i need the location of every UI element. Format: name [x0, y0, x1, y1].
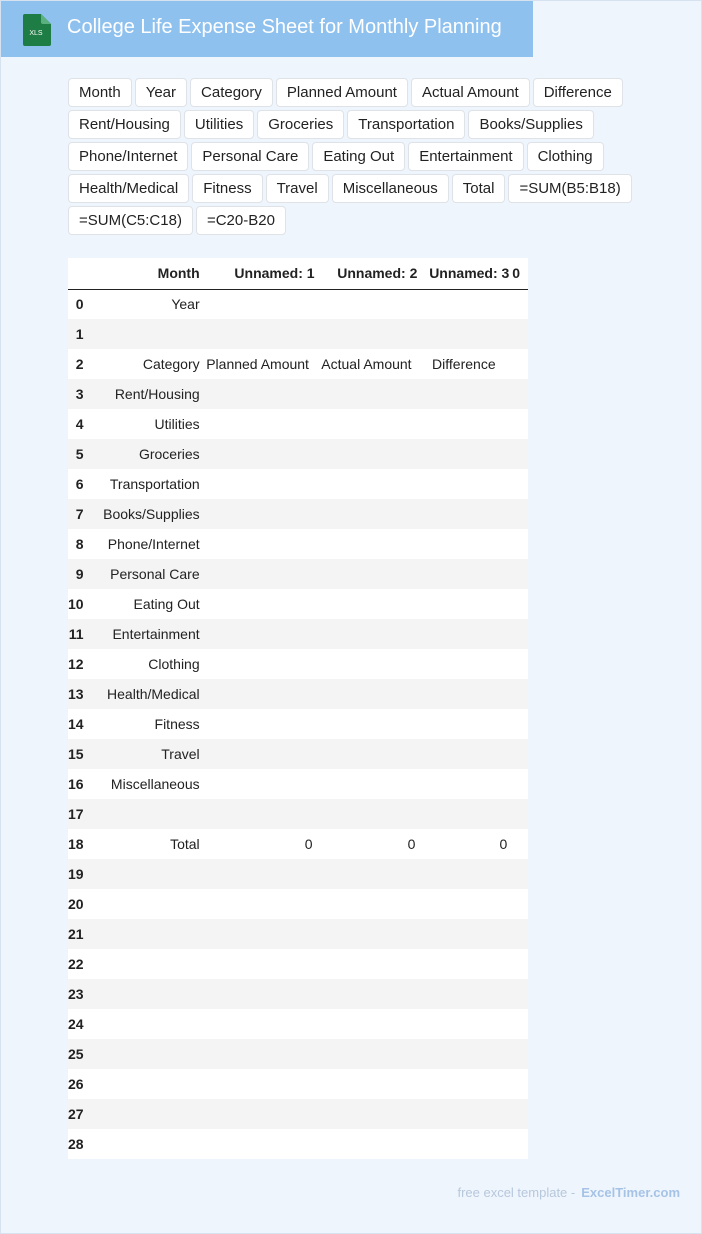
- index-header: [68, 258, 88, 289]
- cell-unnamed-3: [418, 289, 510, 319]
- cell-unnamed-2: Actual Amount: [321, 356, 412, 372]
- row-index-label: 7: [75, 506, 84, 522]
- cell-unnamed-1: 0: [304, 836, 313, 852]
- column-tag[interactable]: Clothing: [527, 142, 604, 171]
- cell-month: Miscellaneous: [110, 776, 200, 792]
- cell-0: [510, 379, 528, 409]
- row-index: [68, 379, 88, 409]
- row-index-label: 5: [75, 446, 84, 462]
- cell-unnamed-1: [201, 799, 316, 829]
- cell-unnamed-2: [316, 439, 419, 469]
- row-index: [68, 1129, 88, 1159]
- cell-unnamed-1: [201, 1009, 316, 1039]
- column-tag[interactable]: Utilities: [184, 110, 254, 139]
- cell-0: [510, 799, 528, 829]
- cell-0: [510, 829, 528, 859]
- cell-unnamed-2: [316, 289, 419, 319]
- cell-unnamed-3: [418, 919, 510, 949]
- cell-unnamed-3: [418, 709, 510, 739]
- table-row: [68, 769, 528, 799]
- cell-unnamed-3: [418, 889, 510, 919]
- cell-unnamed-3: [418, 499, 510, 529]
- row-index: [68, 499, 88, 529]
- cell-unnamed-1: [201, 499, 316, 529]
- cell-0: [510, 769, 528, 799]
- row-index: [68, 1009, 88, 1039]
- column-tag[interactable]: Planned Amount: [276, 78, 408, 107]
- cell-unnamed-1: [201, 769, 316, 799]
- row-index: [68, 559, 88, 589]
- cell-unnamed-2: [316, 499, 419, 529]
- cell-unnamed-2: [316, 949, 419, 979]
- cell-0: [510, 1099, 528, 1129]
- column-tag[interactable]: Miscellaneous: [332, 174, 449, 203]
- cell-month: Health/Medical: [107, 686, 200, 702]
- cell-0: [510, 439, 528, 469]
- row-index: [68, 349, 88, 379]
- row-index: [68, 409, 88, 439]
- data-table: [68, 258, 528, 1159]
- cell-unnamed-2: [316, 1069, 419, 1099]
- table-row: [68, 319, 528, 349]
- table-row: [68, 919, 528, 949]
- row-index: [68, 919, 88, 949]
- cell-month: Phone/Internet: [107, 536, 200, 552]
- table-row: [68, 799, 528, 829]
- row-index-label: 2: [75, 356, 84, 372]
- column-tag[interactable]: =C20-B20: [196, 206, 286, 235]
- cell-0: [510, 1039, 528, 1069]
- table-row: [68, 1129, 528, 1159]
- cell-unnamed-3: [418, 799, 510, 829]
- table-row: [68, 979, 528, 1009]
- column-tag[interactable]: Fitness: [192, 174, 262, 203]
- table-row: [68, 589, 528, 619]
- cell-0: [510, 589, 528, 619]
- row-index: [68, 829, 88, 859]
- cell-month: Eating Out: [133, 596, 200, 612]
- cell-unnamed-3: Difference: [432, 356, 496, 372]
- column-tag[interactable]: Health/Medical: [68, 174, 189, 203]
- cell-month: [88, 919, 201, 949]
- cell-unnamed-1: [201, 589, 316, 619]
- row-index: [68, 1099, 88, 1129]
- footer-prefix: free excel template -: [457, 1185, 576, 1200]
- cell-unnamed-2: 0: [407, 836, 416, 852]
- cell-0: [510, 679, 528, 709]
- column-header-unnamed-3: Unnamed: 3: [418, 258, 510, 289]
- row-index-label: 6: [75, 476, 84, 492]
- footer-brand-link[interactable]: ExcelTimer.com: [581, 1185, 680, 1200]
- cell-0: [510, 739, 528, 769]
- cell-unnamed-1: [201, 919, 316, 949]
- row-index-label: 12: [68, 656, 84, 672]
- cell-0: [510, 709, 528, 739]
- row-index-label: 11: [68, 626, 84, 642]
- cell-unnamed-2: [316, 739, 419, 769]
- cell-unnamed-1: [201, 379, 316, 409]
- cell-unnamed-3: [418, 589, 510, 619]
- row-index-label: 23: [68, 986, 84, 1002]
- table-row: [68, 469, 528, 499]
- row-index: [68, 439, 88, 469]
- row-index: [68, 1039, 88, 1069]
- cell-unnamed-3: [418, 739, 510, 769]
- xls-badge-text: XLS: [29, 30, 43, 37]
- row-index-label: 22: [68, 956, 84, 972]
- cell-unnamed-1: [201, 1129, 316, 1159]
- row-index: [68, 739, 88, 769]
- cell-unnamed-1: [201, 619, 316, 649]
- cell-month: Utilities: [154, 416, 200, 432]
- cell-0: [510, 619, 528, 649]
- cell-unnamed-3: [418, 619, 510, 649]
- data-table-container: [68, 258, 528, 1159]
- row-index: [68, 769, 88, 799]
- cell-unnamed-3: [418, 529, 510, 559]
- row-index: [68, 859, 88, 889]
- cell-0: [510, 409, 528, 439]
- cell-unnamed-1: [201, 649, 316, 679]
- row-index: [68, 709, 88, 739]
- cell-unnamed-2: [316, 979, 419, 1009]
- table-row: [68, 859, 528, 889]
- row-index-label: 0: [75, 296, 84, 313]
- cell-month: Groceries: [138, 446, 200, 462]
- column-tag[interactable]: Phone/Internet: [68, 142, 188, 171]
- table-row: [68, 529, 528, 559]
- cell-unnamed-3: [418, 379, 510, 409]
- cell-month: [88, 1129, 201, 1159]
- cell-unnamed-3: [418, 979, 510, 1009]
- cell-unnamed-2: [316, 469, 419, 499]
- column-tag[interactable]: Total: [452, 174, 506, 203]
- table-row: [68, 289, 528, 319]
- cell-unnamed-2: [316, 889, 419, 919]
- cell-unnamed-3: [418, 409, 510, 439]
- excel-file-icon: [21, 14, 51, 46]
- cell-unnamed-1: [201, 469, 316, 499]
- row-index-label: 27: [68, 1106, 84, 1122]
- row-index-label: 10: [68, 596, 84, 612]
- row-index-label: 3: [75, 386, 84, 402]
- cell-unnamed-1: [201, 979, 316, 1009]
- cell-unnamed-3: [418, 319, 510, 349]
- column-header-unnamed-2: Unnamed: 2: [316, 258, 419, 289]
- cell-unnamed-3: [418, 769, 510, 799]
- row-index: [68, 529, 88, 559]
- table-row: [68, 1009, 528, 1039]
- row-index: [68, 319, 88, 349]
- row-index-label: 26: [68, 1076, 84, 1092]
- table-row: [68, 409, 528, 439]
- cell-month: [88, 799, 201, 829]
- cell-unnamed-3: [418, 1069, 510, 1099]
- table-row: [68, 439, 528, 469]
- cell-unnamed-1: [201, 1069, 316, 1099]
- table-row: [68, 349, 528, 379]
- row-index-label: 25: [68, 1046, 84, 1062]
- cell-unnamed-3: [418, 949, 510, 979]
- cell-unnamed-1: [201, 859, 316, 889]
- cell-month: [88, 1099, 201, 1129]
- cell-unnamed-1: [201, 409, 316, 439]
- cell-0: [510, 319, 528, 349]
- row-index-label: 17: [68, 806, 84, 822]
- cell-unnamed-1: [201, 889, 316, 919]
- table-row: [68, 949, 528, 979]
- table-row: [68, 709, 528, 739]
- cell-month: [88, 1039, 201, 1069]
- cell-unnamed-1: [201, 289, 316, 319]
- row-index: [68, 949, 88, 979]
- table-row: [68, 649, 528, 679]
- cell-0: [510, 889, 528, 919]
- cell-0: [510, 559, 528, 589]
- cell-unnamed-2: [316, 619, 419, 649]
- table-row: [68, 739, 528, 769]
- row-index-label: 14: [68, 716, 84, 732]
- cell-month: [88, 859, 201, 889]
- column-tag[interactable]: =SUM(C5:C18): [68, 206, 193, 235]
- row-index: [68, 979, 88, 1009]
- cell-unnamed-2: [316, 409, 419, 439]
- cell-month: [88, 979, 201, 1009]
- cell-unnamed-2: [316, 1039, 419, 1069]
- cell-unnamed-1: [201, 319, 316, 349]
- cell-0: [510, 1009, 528, 1039]
- cell-unnamed-1: [201, 1039, 316, 1069]
- row-index-label: 21: [68, 926, 84, 942]
- row-index: [68, 619, 88, 649]
- cell-unnamed-2: [316, 769, 419, 799]
- column-tag[interactable]: Groceries: [257, 110, 344, 139]
- cell-month: Category: [142, 356, 200, 372]
- cell-month: [88, 949, 201, 979]
- row-index-label: 1: [75, 326, 84, 342]
- cell-unnamed-1: [201, 709, 316, 739]
- cell-unnamed-2: [316, 1129, 419, 1159]
- cell-unnamed-3: [418, 1129, 510, 1159]
- column-tag[interactable]: Eating Out: [312, 142, 405, 171]
- cell-unnamed-2: [316, 379, 419, 409]
- cell-month: Year: [171, 296, 200, 313]
- row-index-label: 16: [68, 776, 84, 792]
- cell-0: [510, 1069, 528, 1099]
- cell-month: Travel: [161, 746, 200, 762]
- cell-month: [88, 889, 201, 919]
- cell-month: [88, 319, 201, 349]
- column-tag[interactable]: Entertainment: [408, 142, 523, 171]
- cell-unnamed-1: Planned Amount: [206, 356, 309, 372]
- cell-unnamed-2: [316, 649, 419, 679]
- cell-month: Books/Supplies: [103, 506, 200, 522]
- table-row: [68, 1039, 528, 1069]
- cell-0: [510, 1129, 528, 1159]
- cell-unnamed-2: [316, 1099, 419, 1129]
- column-tag[interactable]: Rent/Housing: [68, 110, 181, 139]
- row-index-label: 13: [68, 686, 84, 702]
- table-row: [68, 1099, 528, 1129]
- cell-month: Total: [170, 836, 200, 852]
- cell-month: Clothing: [148, 656, 200, 672]
- row-index: [68, 889, 88, 919]
- row-index-label: 8: [75, 536, 84, 552]
- cell-unnamed-2: [316, 679, 419, 709]
- title-bar: [1, 1, 533, 57]
- cell-unnamed-1: [201, 529, 316, 559]
- row-index: [68, 1069, 88, 1099]
- cell-unnamed-2: [316, 799, 419, 829]
- cell-month: [88, 1069, 201, 1099]
- column-tag[interactable]: Year: [135, 78, 187, 107]
- cell-unnamed-3: [418, 439, 510, 469]
- column-tag-list: [68, 78, 648, 235]
- cell-unnamed-1: [201, 559, 316, 589]
- cell-unnamed-3: [418, 649, 510, 679]
- cell-0: [510, 649, 528, 679]
- cell-unnamed-1: [201, 949, 316, 979]
- cell-unnamed-1: [201, 679, 316, 709]
- table-row: [68, 619, 528, 649]
- cell-unnamed-3: [418, 859, 510, 889]
- cell-unnamed-2: [316, 709, 419, 739]
- cell-0: [510, 919, 528, 949]
- cell-0: [510, 289, 528, 319]
- column-tag[interactable]: Difference: [533, 78, 623, 107]
- table-row: [68, 679, 528, 709]
- cell-unnamed-3: [418, 559, 510, 589]
- row-index-label: 4: [75, 416, 84, 432]
- table-row: [68, 889, 528, 919]
- row-index-label: 19: [68, 866, 84, 882]
- row-index: [68, 469, 88, 499]
- row-index-label: 15: [68, 746, 84, 762]
- column-header-unnamed-1: Unnamed: 1: [201, 258, 316, 289]
- cell-unnamed-2: [316, 319, 419, 349]
- row-index-label: 28: [68, 1136, 84, 1152]
- cell-unnamed-2: [316, 529, 419, 559]
- cell-0: [510, 499, 528, 529]
- table-header-row: [68, 258, 528, 289]
- column-header-0: 0: [510, 258, 528, 289]
- cell-unnamed-3: [418, 1009, 510, 1039]
- cell-unnamed-1: [201, 439, 316, 469]
- column-tag[interactable]: =SUM(B5:B18): [508, 174, 631, 203]
- column-tag[interactable]: Books/Supplies: [468, 110, 593, 139]
- cell-unnamed-1: [201, 739, 316, 769]
- cell-month: Personal Care: [110, 566, 200, 582]
- cell-month: Transportation: [109, 476, 200, 492]
- cell-0: [510, 349, 528, 379]
- cell-month: Rent/Housing: [114, 386, 200, 402]
- page-title: College Life Expense Sheet for Monthly Planning: [67, 16, 502, 38]
- column-tag[interactable]: Travel: [266, 174, 329, 203]
- cell-0: [510, 949, 528, 979]
- cell-unnamed-2: [316, 919, 419, 949]
- column-tag[interactable]: Month: [68, 78, 132, 107]
- row-index-label: 20: [68, 896, 84, 912]
- row-index: [68, 649, 88, 679]
- column-tag[interactable]: Category: [190, 78, 273, 107]
- cell-unnamed-2: [316, 1009, 419, 1039]
- cell-month: Entertainment: [112, 626, 200, 642]
- table-row: [68, 1069, 528, 1099]
- row-index-label: 9: [75, 566, 84, 582]
- cell-0: [510, 859, 528, 889]
- cell-unnamed-1: [201, 1099, 316, 1129]
- footer-credit: [457, 1185, 680, 1200]
- cell-0: [510, 469, 528, 499]
- column-header-month: Month: [88, 258, 201, 289]
- table-row: [68, 829, 528, 859]
- table-row: [68, 379, 528, 409]
- row-index: [68, 289, 88, 319]
- row-index-label: 18: [68, 836, 84, 852]
- cell-unnamed-2: [316, 859, 419, 889]
- row-index: [68, 799, 88, 829]
- row-index: [68, 589, 88, 619]
- column-tag[interactable]: Actual Amount: [411, 78, 530, 107]
- cell-unnamed-2: [316, 559, 419, 589]
- column-tag[interactable]: Transportation: [347, 110, 465, 139]
- cell-0: [510, 979, 528, 1009]
- cell-0: [510, 529, 528, 559]
- cell-unnamed-3: 0: [499, 836, 508, 852]
- cell-month: Fitness: [154, 716, 200, 732]
- cell-month: [88, 1009, 201, 1039]
- cell-unnamed-3: [418, 1039, 510, 1069]
- row-index: [68, 679, 88, 709]
- cell-unnamed-2: [316, 589, 419, 619]
- row-index-label: 24: [68, 1016, 84, 1032]
- column-tag[interactable]: Personal Care: [191, 142, 309, 171]
- table-row: [68, 499, 528, 529]
- cell-unnamed-3: [418, 1099, 510, 1129]
- table-row: [68, 559, 528, 589]
- cell-unnamed-3: [418, 469, 510, 499]
- table-body: [68, 289, 528, 1159]
- cell-unnamed-3: [418, 679, 510, 709]
